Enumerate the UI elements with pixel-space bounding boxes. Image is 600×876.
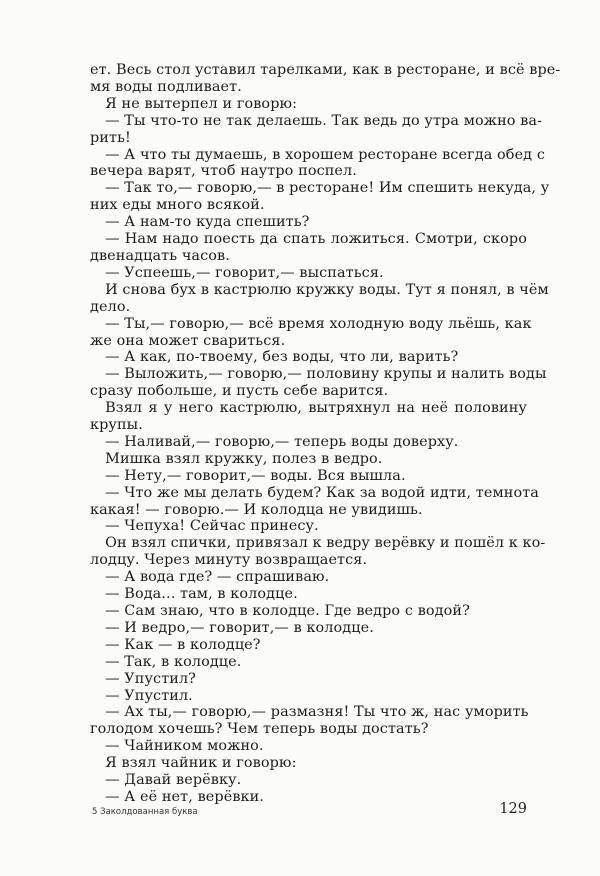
text-line: — Ты,— говорю,— всё время холодную воду льёшь, как: [105, 315, 532, 332]
text-line: — Выложить,— говорю,— половину крупы и налить воды: [105, 366, 547, 383]
text-line: — Упустил?: [105, 670, 197, 687]
text-line: — Как — в колодце?: [105, 636, 261, 653]
text-line: ет. Весь стол уставил тарелками, как в ресторане, и всё вре-: [90, 62, 561, 78]
text-line: — А как, по-твоему, без воды, что ли, варить?: [105, 349, 459, 366]
text-line: — Вода... там, в колодце.: [105, 586, 298, 603]
text-line: — А её нет, верёвки.: [105, 788, 264, 805]
text-line: — Чайником можно.: [105, 738, 264, 755]
text-line: — Ах ты,— говорю,— размазня! Ты что ж, нас уморить: [105, 704, 529, 721]
text-line: — Нету,— говорит,— воды. Вся вышла.: [105, 467, 406, 484]
page-number: 129: [499, 801, 527, 817]
text-line: — Так то,— говорю,— в ресторане! Им спешить некуда, у: [105, 180, 550, 197]
text-line: двенадцать часов.: [90, 247, 230, 264]
text-line: — Сам знаю, что в колодце. Где ведро с водой?: [105, 603, 470, 619]
text-line: крупы.: [90, 417, 143, 434]
text-line: какая! — говорю.— И колодца не увидишь.: [90, 501, 423, 518]
text-line: — Так, в колодце.: [105, 653, 242, 670]
page-footer: [92, 797, 527, 817]
text-line: — А вода где? — спрашиваю.: [105, 569, 330, 586]
text-line: — Что же мы делать будем? Как за водой идти, темнота: [105, 484, 539, 501]
text-line: Взял я у него кастрюлю, вытряхнул на неё половину: [105, 400, 527, 417]
text-line: — А нам-то куда спешить?: [105, 214, 310, 231]
text-line: дело.: [90, 298, 131, 315]
text-line: мя воды подливает.: [90, 78, 242, 95]
text-line: Мишка взял кружку, полез в ведро.: [105, 450, 383, 467]
page-body: [90, 62, 561, 806]
text-line: — Ты что-то не так делаешь. Так ведь до утра можно ва-: [105, 112, 543, 129]
text-line: — Наливай,— говорю,— теперь воды доверху.: [105, 433, 459, 450]
text-line: — Упустил.: [105, 687, 193, 704]
text-line: вечера варят, чтоб наутро поспел.: [90, 163, 357, 180]
text-line: Я не вытерпел и говорю:: [105, 95, 298, 112]
text-line: них еды много всякой.: [90, 197, 265, 214]
text-line: — И ведро,— говорит,— в колодце.: [105, 619, 374, 636]
text-line: И снова бух в кастрюлю кружку воды. Тут я понял, в чём: [105, 281, 549, 298]
text-line: — Нам надо поесть да спать ложиться. Смотри, скоро: [105, 231, 527, 248]
text-line: голодом хочешь? Чем теперь воды достать?: [90, 721, 429, 738]
text-line: — Успеешь,— говорит,— выспаться.: [105, 264, 384, 281]
text-line: же она может свариться.: [90, 332, 286, 349]
text-line: — Давай верёвку.: [105, 772, 242, 789]
text-line: рить!: [90, 129, 131, 146]
text-line: сразу побольше, и пусть себе варится.: [90, 383, 389, 400]
text-line: Я взял чайник и говорю:: [105, 755, 297, 772]
text-line: лодцу. Через минуту возвращается.: [90, 552, 368, 569]
signature-mark: 5 Заколдованная буква: [92, 807, 198, 817]
text-line: — Чепуха! Сейчас принесу.: [105, 518, 319, 535]
text-line: — А что ты думаешь, в хорошем ресторане всегда обед с: [105, 146, 545, 163]
text-line: Он взял спички, привязал к ведру верёвку и пошёл к ко-: [105, 535, 546, 552]
